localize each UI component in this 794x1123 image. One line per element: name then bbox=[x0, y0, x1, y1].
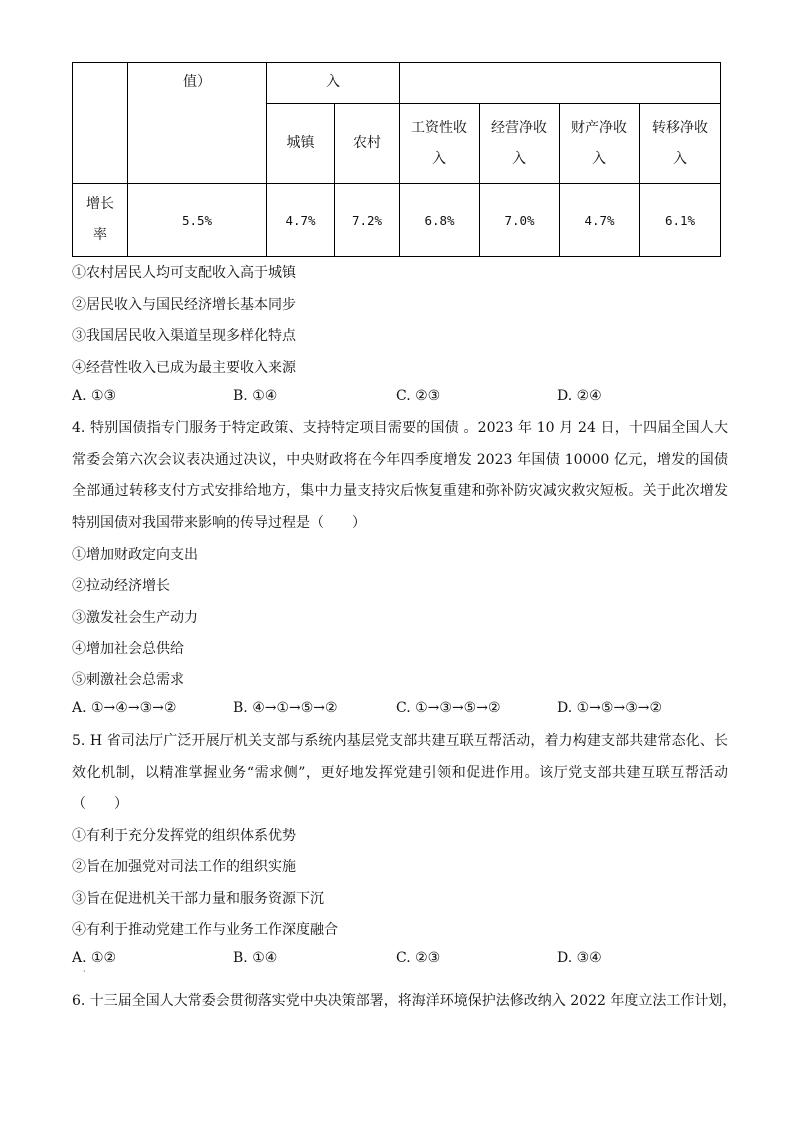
q4-option-d[interactable]: D. ①→⑤→③→② bbox=[557, 700, 663, 716]
q4-option-c[interactable]: C. ①→③→⑤→② bbox=[396, 700, 501, 716]
table-header-cell: 入 bbox=[326, 73, 340, 90]
q5-statement: ④有利于推动党建工作与业务工作深度融合 bbox=[72, 922, 338, 938]
q4-statement: ④增加社会总供给 bbox=[72, 641, 184, 657]
income-growth-table bbox=[72, 62, 721, 257]
q4-statement: ①增加财政定向支出 bbox=[72, 547, 198, 563]
table-rule bbox=[72, 62, 721, 63]
table-subheader-cell: 工资性收入 bbox=[411, 119, 467, 167]
q4-option-a[interactable]: A. ①→④→③→② bbox=[72, 700, 177, 716]
table-rule bbox=[72, 62, 73, 257]
q5-option-c[interactable]: C. ②③ bbox=[396, 950, 441, 966]
q6-stem: 6. 十三届全国人大常委会贯彻落实党中央决策部署，将海洋环境保护法修改纳入 2022 年度立法工作计划， bbox=[72, 993, 737, 1009]
q4-statement: ③激发社会生产动力 bbox=[72, 610, 198, 626]
q5-stem: 5. H 省司法厅广泛开展厅机关支部与系统内基层党支部共建互联互帮活动，着力构建支部共建常态化、长效化机制，以精准掌握业务“需求侧”，更好地发挥党建引领和促进作用。该厅党支部共建互联互帮活动（ ） bbox=[72, 733, 728, 813]
q3-statement: ②居民收入与国民经济增长基本同步 bbox=[72, 297, 296, 313]
table-subheader-cell: 农村 bbox=[353, 135, 381, 151]
table-subheader-cell: 经营净收入 bbox=[491, 119, 547, 167]
q3-statement: ④经营性收入已成为最主要收入来源 bbox=[72, 360, 296, 376]
table-value-cell: 5.5% bbox=[181, 212, 213, 228]
q4-statement: ②拉动经济增长 bbox=[72, 578, 170, 594]
table-header-cell: 值） bbox=[183, 73, 211, 90]
q5-option-d[interactable]: D. ③④ bbox=[557, 950, 602, 966]
table-rule bbox=[72, 256, 721, 257]
table-header-cell bbox=[400, 70, 720, 94]
q5-statement: ②旨在加强党对司法工作的组织实施 bbox=[72, 859, 296, 875]
table-subheader-cell: 转移净收入 bbox=[652, 119, 708, 167]
q3-statement: ③我国居民收入渠道呈现多样化特点 bbox=[72, 328, 296, 344]
table-subheader-cell: 财产净收入 bbox=[571, 119, 627, 167]
q3-option-d[interactable]: D. ②④ bbox=[557, 388, 602, 404]
table-row-label: 增长率 bbox=[86, 196, 114, 243]
table-rule bbox=[720, 62, 721, 257]
q3-option-a[interactable]: A. ①③ bbox=[72, 388, 117, 404]
table-value-cell: 4.7% bbox=[285, 212, 316, 228]
table-value-cell: 7.0% bbox=[504, 212, 535, 228]
table-value-cell: 4.7% bbox=[584, 212, 615, 228]
table-subheader-cell: 城镇 bbox=[286, 135, 315, 151]
q3-option-b[interactable]: B. ①④ bbox=[233, 388, 278, 404]
table-value-cell: 6.1% bbox=[664, 212, 696, 228]
stray-dot: · bbox=[83, 967, 86, 976]
q5-statement: ①有利于充分发挥党的组织体系优势 bbox=[72, 828, 296, 844]
q3-option-c[interactable]: C. ②③ bbox=[396, 388, 441, 404]
q3-statement: ①农村居民人均可支配收入高于城镇 bbox=[72, 265, 296, 281]
q4-stem: 4. 特别国债指专门服务于特定政策、支持特定项目需要的国债 。2023 年 10 月 24 日，十四届全国人大常委会第六次会议表决通过决议，中央财政将在今年四季度增发 2023 年国债 10000 亿元，增发的国债全部通过转移支付方式安排给地方，集中力量支持灾后恢复重建和弥补防灾减灾救灾短板。关于此次增发特别国债对我国带来影响的传导过程是（ ） bbox=[72, 420, 728, 531]
q5-option-b[interactable]: B. ①④ bbox=[233, 950, 278, 966]
table-value-cell: 7.2% bbox=[351, 212, 383, 228]
q4-statement: ⑤刺激社会总需求 bbox=[72, 672, 184, 688]
q4-option-b[interactable]: B. ④→①→⑤→② bbox=[233, 700, 338, 716]
q5-option-a[interactable]: A. ①② bbox=[72, 950, 117, 966]
table-value-cell: 6.8% bbox=[424, 212, 455, 228]
q5-statement: ③旨在促进机关干部力量和服务资源下沉 bbox=[72, 891, 324, 907]
